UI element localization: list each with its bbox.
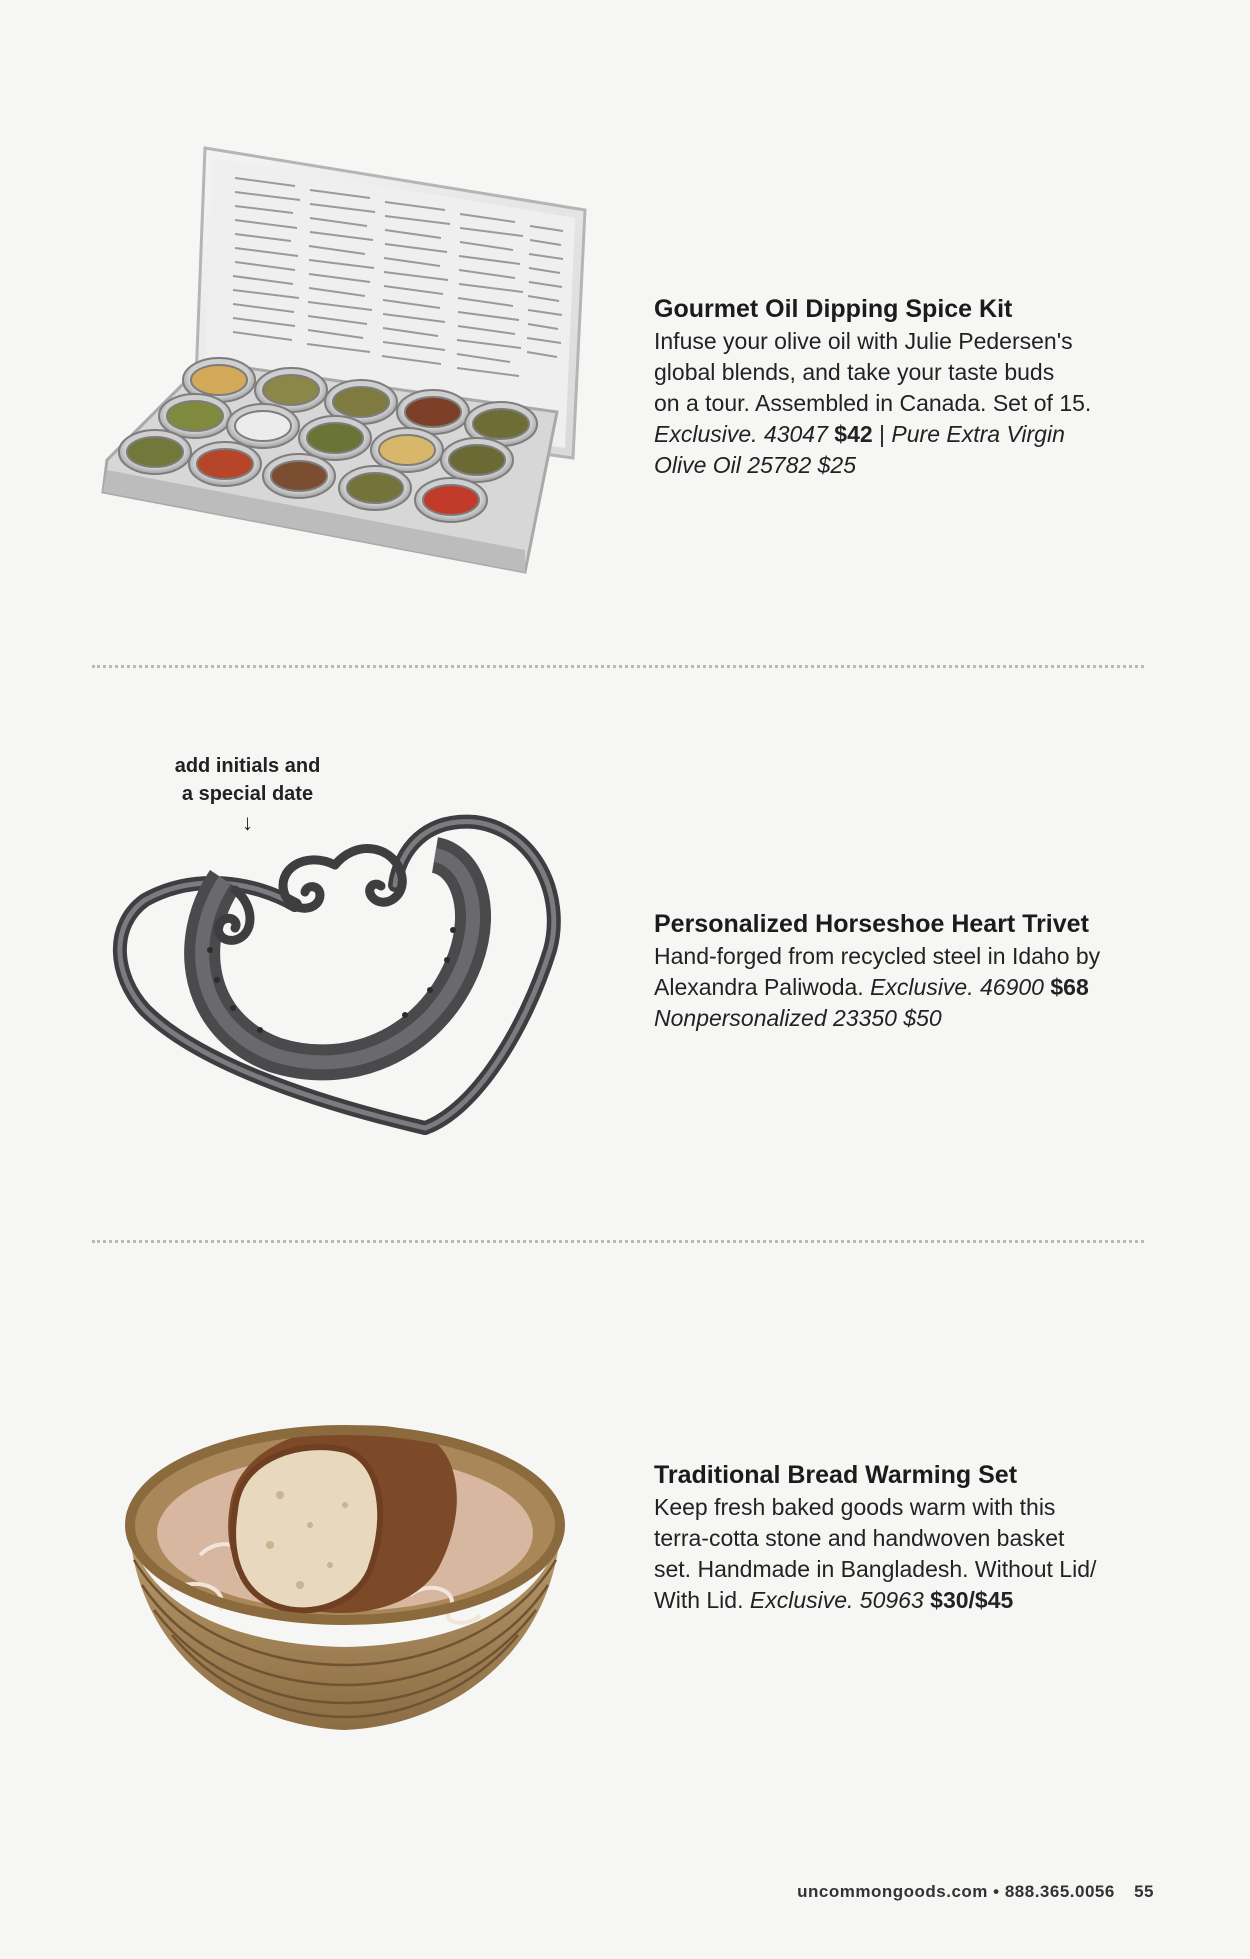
page-number: 55	[1134, 1882, 1154, 1901]
product-description-line: With Lid.	[654, 1587, 744, 1613]
page-footer	[797, 1882, 1154, 1902]
product-horseshoe-trivet	[654, 907, 1154, 1034]
phone-number: 888.365.0056	[1004, 1882, 1115, 1901]
add-on-item: Pure Extra Virgin	[891, 421, 1065, 447]
product-description-line: set. Handmade in Bangladesh. Without Lid/	[654, 1556, 1097, 1582]
bread-basket-image	[110, 1395, 580, 1740]
product-title: Personalized Horseshoe Heart Trivet	[654, 910, 1089, 938]
horseshoe-trivet-image	[105, 810, 575, 1135]
product-description-line: on a tour. Assembled in Canada. Set of 15.	[654, 390, 1092, 416]
alternate-item-price: Nonpersonalized 23350 $50	[654, 1005, 942, 1031]
section-divider	[92, 665, 1144, 668]
separator: |	[879, 421, 886, 447]
product-description-line: Alexandra Paliwoda.	[654, 974, 864, 1000]
product-price: $42	[834, 421, 873, 447]
exclusive-item-number: Exclusive. 50963	[749, 1587, 924, 1613]
callout-line: a special date	[181, 783, 314, 805]
product-price: $68	[1050, 974, 1089, 1000]
section-divider	[92, 1240, 1144, 1243]
footer-bullet: •	[993, 1882, 1000, 1901]
product-description-line: Hand-forged from recycled steel in Idaho by	[654, 943, 1101, 969]
exclusive-item-number: Exclusive. 43047	[654, 421, 828, 447]
product-bread-warming-set	[654, 1458, 1154, 1616]
product-description-line: Infuse your olive oil with Julie Pedersen's	[654, 328, 1073, 354]
product-price: $30/$45	[930, 1587, 1014, 1613]
product-description-line: global blends, and take your taste buds	[654, 359, 1055, 385]
callout-line: add initials and	[174, 755, 321, 777]
spice-kit-image	[95, 140, 595, 580]
down-arrow-icon: ↓	[242, 810, 253, 835]
product-title: Gourmet Oil Dipping Spice Kit	[654, 295, 1013, 323]
website-link[interactable]: uncommongoods.com	[797, 1882, 988, 1901]
product-title: Traditional Bread Warming Set	[654, 1461, 1018, 1489]
add-on-item-price: Olive Oil 25782 $25	[654, 452, 857, 478]
product-description-line: terra-cotta stone and handwoven basket	[654, 1525, 1065, 1551]
product-spice-kit	[654, 292, 1154, 481]
exclusive-item-number: Exclusive. 46900	[870, 974, 1044, 1000]
product-description-line: Keep fresh baked goods warm with this	[654, 1494, 1056, 1520]
